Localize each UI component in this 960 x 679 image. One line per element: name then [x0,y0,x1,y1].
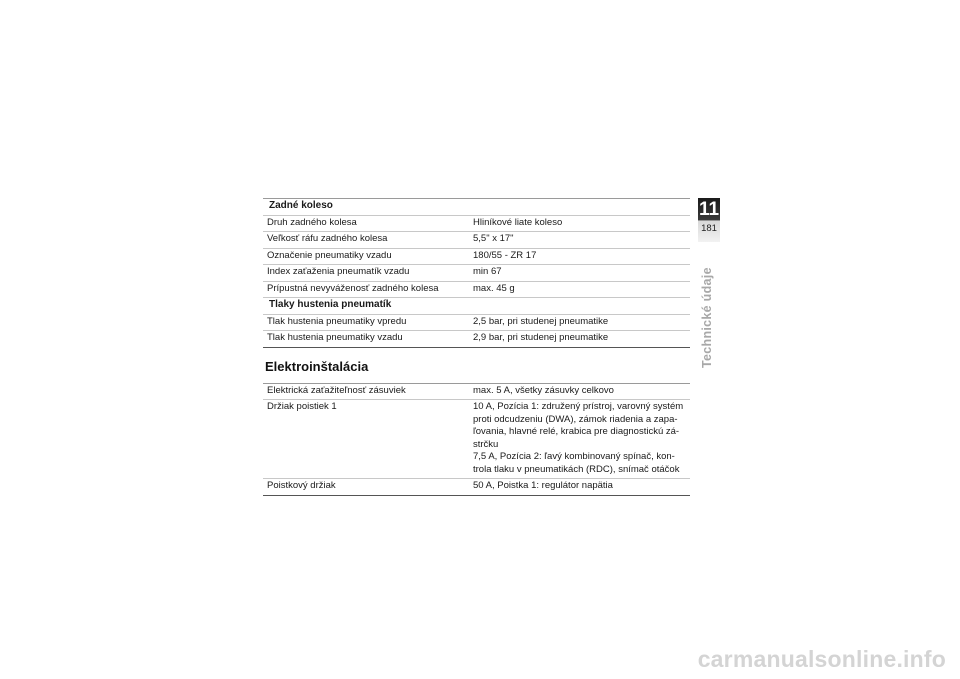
chapter-side-label: Technické údaje [700,267,714,368]
table-row [263,400,690,479]
tyre-pressure-heading-row [263,298,690,315]
spec-label: Tlak hustenia pneumatiky vpredu [263,314,469,331]
spec-label: Index zaťaženia pneumatík vzadu [263,265,469,282]
table-row [263,479,690,496]
electrical-table [263,383,690,496]
spec-label: Veľkosť ráfu zadného kolesa [263,232,469,249]
table-row [263,215,690,232]
chapter-number: 11 [698,199,720,220]
spec-label: Označenie pneumatiky vzadu [263,248,469,265]
spec-label: Prípustná nevyváženosť zadného kolesa [263,281,469,298]
spec-value: 2,9 bar, pri studenej pneumatike [469,331,690,348]
tyre-pressure-heading: Tlaky hustenia pneumatík [263,298,690,315]
spec-value: 10 A, Pozícia 1: združený prístroj, varovný systém proti odcudzeniu (DWA), zámok riadenia a zapa- ľovania, hlavné relé, krabica pre diagnostickú zá- strčku 7,5 A, Pozícia 2: ľavý kombinovaný spínač, kon- trola tlaku v pneumatikách (RDC), snímač otáčok [469,400,690,479]
page-number: 181 [701,223,717,234]
spec-value: Hliníkové liate koleso [469,215,690,232]
rear-wheel-table [263,198,690,348]
spec-label: Druh zadného kolesa [263,215,469,232]
rear-wheel-heading: Zadné koleso [263,199,690,216]
spec-value: 2,5 bar, pri studenej pneumatike [469,314,690,331]
section-title-electrical: Elektroinštalácia [265,358,369,374]
table-row [263,248,690,265]
spec-value: 5,5" x 17" [469,232,690,249]
table-row [263,331,690,348]
spec-value: 50 A, Poistka 1: regulátor napätia [469,479,690,496]
table-row [263,314,690,331]
spec-label: Poistkový držiak [263,479,469,496]
spec-value: max. 45 g [469,281,690,298]
table-row [263,232,690,249]
table-row [263,265,690,282]
spec-label: Tlak hustenia pneumatiky vzadu [263,331,469,348]
table-row [263,281,690,298]
spec-value: min 67 [469,265,690,282]
spec-value: 180/55 - ZR 17 [469,248,690,265]
rear-wheel-heading-row [263,199,690,216]
spec-label: Elektrická zaťažiteľnosť zásuviek [263,383,469,400]
chapter-tab [698,198,720,242]
spec-content [263,198,690,496]
spec-value: max. 5 A, všetky zásuvky celkovo [469,383,690,400]
watermark: carmanualsonline.info [697,646,946,672]
spec-label: Držiak poistiek 1 [263,400,469,479]
table-row [263,383,690,400]
